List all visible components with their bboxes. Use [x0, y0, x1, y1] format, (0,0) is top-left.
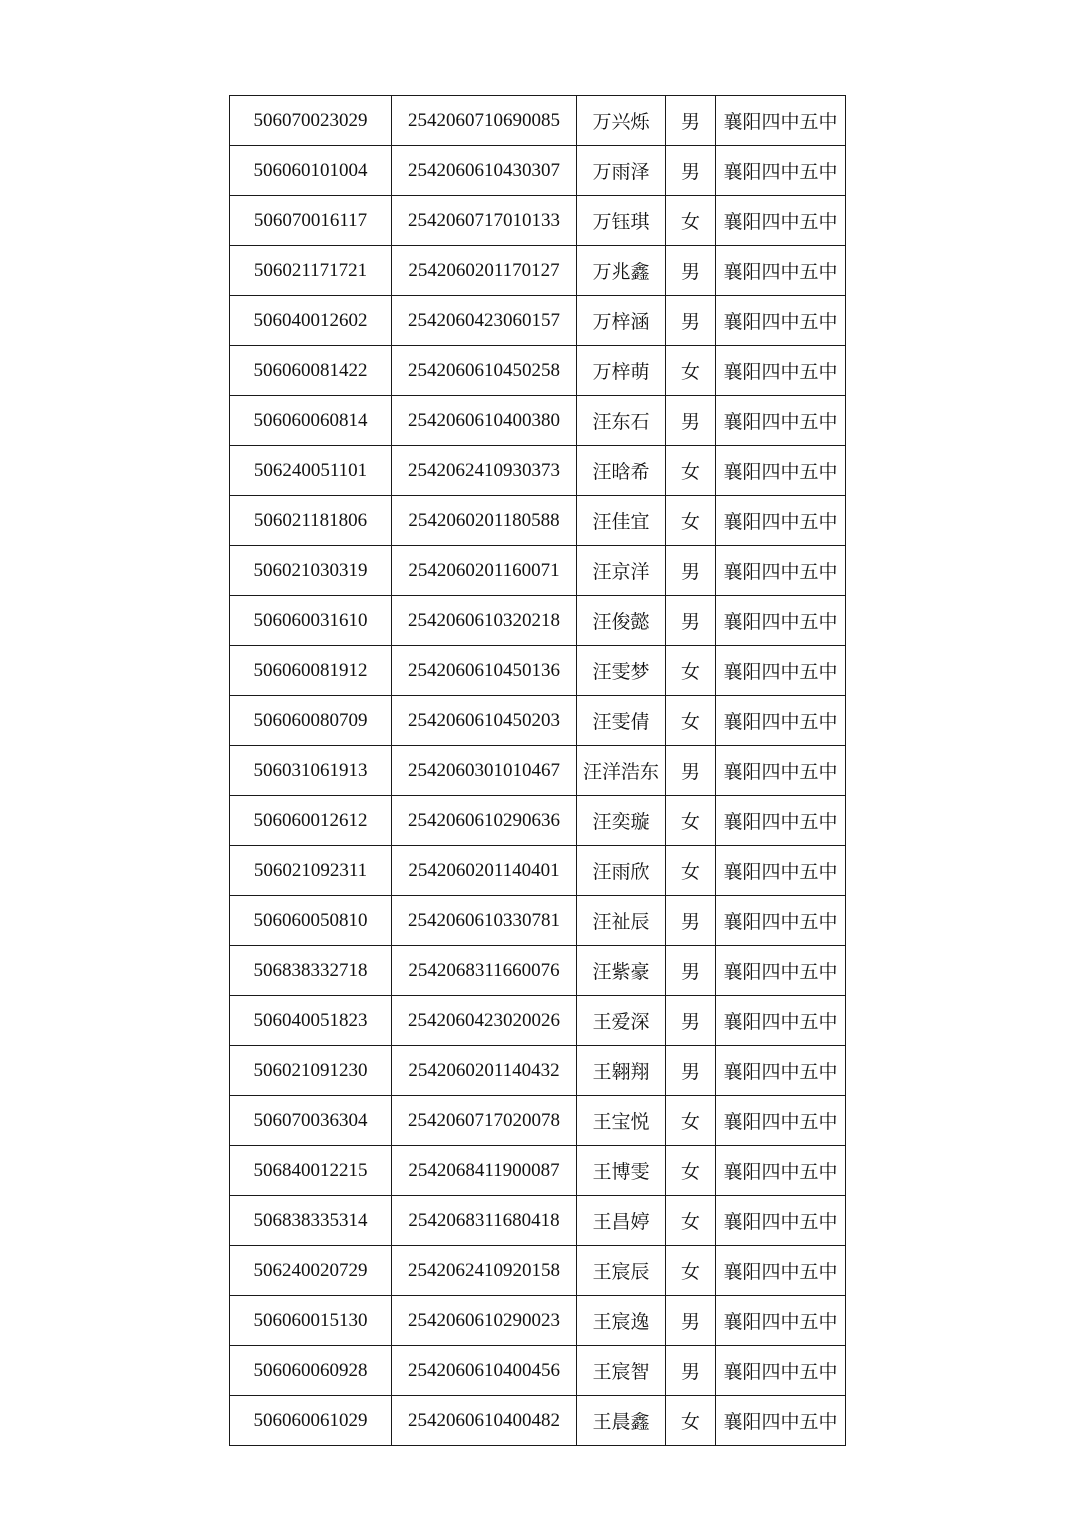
- gender-cell: 男: [666, 396, 716, 446]
- school-cell: 襄阳四中五中: [716, 1296, 846, 1346]
- exam-number-cell: 506060081912: [230, 646, 392, 696]
- gender-cell: 女: [666, 1196, 716, 1246]
- school-cell: 襄阳四中五中: [716, 846, 846, 896]
- student-name-cell: 万兴烁: [577, 96, 666, 146]
- gender-cell: 男: [666, 246, 716, 296]
- school-cell: 襄阳四中五中: [716, 1246, 846, 1296]
- table-row: [230, 196, 846, 246]
- registration-number-cell: 2542068311680418: [392, 1196, 577, 1246]
- gender-cell: 男: [666, 996, 716, 1046]
- roster-table: [229, 95, 846, 1446]
- registration-number-cell: 2542068311660076: [392, 946, 577, 996]
- registration-number-cell: 2542068411900087: [392, 1146, 577, 1196]
- gender-cell: 男: [666, 746, 716, 796]
- student-name-cell: 万梓涵: [577, 296, 666, 346]
- student-name-cell: 王博雯: [577, 1146, 666, 1196]
- exam-number-cell: 506060060814: [230, 396, 392, 446]
- exam-number-cell: 506060012612: [230, 796, 392, 846]
- gender-cell: 男: [666, 1046, 716, 1096]
- student-name-cell: 汪雯倩: [577, 696, 666, 746]
- exam-number-cell: 506060031610: [230, 596, 392, 646]
- student-name-cell: 王宸智: [577, 1346, 666, 1396]
- table-row: [230, 1096, 846, 1146]
- exam-number-cell: 506021091230: [230, 1046, 392, 1096]
- table-row: [230, 496, 846, 546]
- registration-number-cell: 2542060610330781: [392, 896, 577, 946]
- table-row: [230, 696, 846, 746]
- gender-cell: 女: [666, 196, 716, 246]
- gender-cell: 女: [666, 646, 716, 696]
- table-row: [230, 1046, 846, 1096]
- student-name-cell: 万梓萌: [577, 346, 666, 396]
- registration-number-cell: 2542060423060157: [392, 296, 577, 346]
- exam-number-cell: 506240051101: [230, 446, 392, 496]
- table-row: [230, 246, 846, 296]
- school-cell: 襄阳四中五中: [716, 1146, 846, 1196]
- exam-number-cell: 506040051823: [230, 996, 392, 1046]
- exam-number-cell: 506840012215: [230, 1146, 392, 1196]
- exam-number-cell: 506060080709: [230, 696, 392, 746]
- exam-number-cell: 506040012602: [230, 296, 392, 346]
- gender-cell: 男: [666, 146, 716, 196]
- student-name-cell: 王宸逸: [577, 1296, 666, 1346]
- table-row: [230, 1196, 846, 1246]
- table-row: [230, 396, 846, 446]
- table-row: [230, 296, 846, 346]
- registration-number-cell: 2542060610290636: [392, 796, 577, 846]
- school-cell: 襄阳四中五中: [716, 1096, 846, 1146]
- table-row: [230, 1246, 846, 1296]
- student-name-cell: 万钰琪: [577, 196, 666, 246]
- exam-number-cell: 506838332718: [230, 946, 392, 996]
- exam-number-cell: 506838335314: [230, 1196, 392, 1246]
- gender-cell: 女: [666, 496, 716, 546]
- gender-cell: 男: [666, 1296, 716, 1346]
- school-cell: 襄阳四中五中: [716, 746, 846, 796]
- table-row: [230, 1346, 846, 1396]
- registration-number-cell: 2542060610430307: [392, 146, 577, 196]
- school-cell: 襄阳四中五中: [716, 146, 846, 196]
- school-cell: 襄阳四中五中: [716, 646, 846, 696]
- table-row: [230, 1296, 846, 1346]
- student-name-cell: 汪京洋: [577, 546, 666, 596]
- exam-number-cell: 506021171721: [230, 246, 392, 296]
- table-row: [230, 1146, 846, 1196]
- exam-number-cell: 506060081422: [230, 346, 392, 396]
- registration-number-cell: 2542060201140432: [392, 1046, 577, 1096]
- student-name-cell: 万兆鑫: [577, 246, 666, 296]
- exam-number-cell: 506060050810: [230, 896, 392, 946]
- school-cell: 襄阳四中五中: [716, 96, 846, 146]
- exam-number-cell: 506060060928: [230, 1346, 392, 1396]
- school-cell: 襄阳四中五中: [716, 346, 846, 396]
- school-cell: 襄阳四中五中: [716, 296, 846, 346]
- exam-number-cell: 506070036304: [230, 1096, 392, 1146]
- student-name-cell: 汪祉辰: [577, 896, 666, 946]
- school-cell: 襄阳四中五中: [716, 396, 846, 446]
- school-cell: 襄阳四中五中: [716, 896, 846, 946]
- exam-number-cell: 506240020729: [230, 1246, 392, 1296]
- registration-number-cell: 2542060717010133: [392, 196, 577, 246]
- gender-cell: 女: [666, 1146, 716, 1196]
- student-name-cell: 汪俊懿: [577, 596, 666, 646]
- registration-number-cell: 2542060610400456: [392, 1346, 577, 1396]
- table-row: [230, 646, 846, 696]
- school-cell: 襄阳四中五中: [716, 796, 846, 846]
- student-name-cell: 汪洋浩东: [577, 746, 666, 796]
- gender-cell: 女: [666, 796, 716, 846]
- student-name-cell: 王宸辰: [577, 1246, 666, 1296]
- exam-number-cell: 506031061913: [230, 746, 392, 796]
- student-name-cell: 万雨泽: [577, 146, 666, 196]
- exam-number-cell: 506021030319: [230, 546, 392, 596]
- student-name-cell: 汪东石: [577, 396, 666, 446]
- registration-number-cell: 2542060201160071: [392, 546, 577, 596]
- gender-cell: 女: [666, 1096, 716, 1146]
- school-cell: 襄阳四中五中: [716, 196, 846, 246]
- school-cell: 襄阳四中五中: [716, 546, 846, 596]
- registration-number-cell: 2542060201140401: [392, 846, 577, 896]
- school-cell: 襄阳四中五中: [716, 696, 846, 746]
- registration-number-cell: 2542060610400380: [392, 396, 577, 446]
- student-name-cell: 王昌婷: [577, 1196, 666, 1246]
- table-row: [230, 746, 846, 796]
- student-name-cell: 汪奕璇: [577, 796, 666, 846]
- school-cell: 襄阳四中五中: [716, 246, 846, 296]
- table-row: [230, 946, 846, 996]
- student-name-cell: 王晨鑫: [577, 1396, 666, 1446]
- exam-number-cell: 506060101004: [230, 146, 392, 196]
- table-row: [230, 1396, 846, 1446]
- gender-cell: 女: [666, 696, 716, 746]
- registration-number-cell: 2542060610450136: [392, 646, 577, 696]
- exam-number-cell: 506070016117: [230, 196, 392, 246]
- school-cell: 襄阳四中五中: [716, 1346, 846, 1396]
- gender-cell: 男: [666, 896, 716, 946]
- school-cell: 襄阳四中五中: [716, 596, 846, 646]
- student-name-cell: 汪雯梦: [577, 646, 666, 696]
- registration-number-cell: 2542060201170127: [392, 246, 577, 296]
- roster-table-body: [230, 96, 846, 1446]
- registration-number-cell: 2542060717020078: [392, 1096, 577, 1146]
- table-row: [230, 546, 846, 596]
- registration-number-cell: 2542060610320218: [392, 596, 577, 646]
- gender-cell: 女: [666, 846, 716, 896]
- student-name-cell: 王翱翔: [577, 1046, 666, 1096]
- registration-number-cell: 2542060610400482: [392, 1396, 577, 1446]
- gender-cell: 女: [666, 1246, 716, 1296]
- school-cell: 襄阳四中五中: [716, 1396, 846, 1446]
- registration-number-cell: 2542060710690085: [392, 96, 577, 146]
- student-name-cell: 汪佳宜: [577, 496, 666, 546]
- gender-cell: 男: [666, 1346, 716, 1396]
- school-cell: 襄阳四中五中: [716, 446, 846, 496]
- student-name-cell: 汪紫豪: [577, 946, 666, 996]
- school-cell: 襄阳四中五中: [716, 1196, 846, 1246]
- gender-cell: 男: [666, 96, 716, 146]
- registration-number-cell: 2542060201180588: [392, 496, 577, 546]
- registration-number-cell: 2542060301010467: [392, 746, 577, 796]
- exam-number-cell: 506021181806: [230, 496, 392, 546]
- exam-number-cell: 506021092311: [230, 846, 392, 896]
- table-row: [230, 96, 846, 146]
- student-name-cell: 汪晗希: [577, 446, 666, 496]
- exam-number-cell: 506060015130: [230, 1296, 392, 1346]
- school-cell: 襄阳四中五中: [716, 1046, 846, 1096]
- gender-cell: 男: [666, 596, 716, 646]
- gender-cell: 女: [666, 446, 716, 496]
- registration-number-cell: 2542060423020026: [392, 996, 577, 1046]
- student-name-cell: 王爱深: [577, 996, 666, 1046]
- exam-number-cell: 506070023029: [230, 96, 392, 146]
- table-row: [230, 846, 846, 896]
- student-name-cell: 汪雨欣: [577, 846, 666, 896]
- school-cell: 襄阳四中五中: [716, 946, 846, 996]
- registration-number-cell: 2542062410930373: [392, 446, 577, 496]
- registration-number-cell: 2542060610450258: [392, 346, 577, 396]
- table-row: [230, 796, 846, 846]
- school-cell: 襄阳四中五中: [716, 996, 846, 1046]
- table-row: [230, 996, 846, 1046]
- table-row: [230, 896, 846, 946]
- gender-cell: 女: [666, 1396, 716, 1446]
- table-row: [230, 446, 846, 496]
- table-row: [230, 346, 846, 396]
- table-row: [230, 146, 846, 196]
- gender-cell: 男: [666, 296, 716, 346]
- student-name-cell: 王宝悦: [577, 1096, 666, 1146]
- school-cell: 襄阳四中五中: [716, 496, 846, 546]
- registration-number-cell: 2542060610290023: [392, 1296, 577, 1346]
- registration-number-cell: 2542060610450203: [392, 696, 577, 746]
- registration-number-cell: 2542062410920158: [392, 1246, 577, 1296]
- gender-cell: 男: [666, 546, 716, 596]
- gender-cell: 男: [666, 946, 716, 996]
- table-row: [230, 596, 846, 646]
- exam-number-cell: 506060061029: [230, 1396, 392, 1446]
- gender-cell: 女: [666, 346, 716, 396]
